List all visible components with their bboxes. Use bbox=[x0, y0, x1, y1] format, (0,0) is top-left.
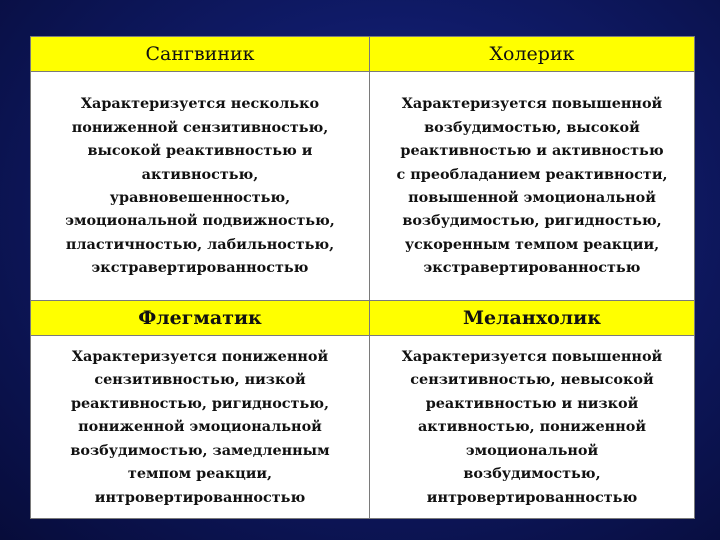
description-line: Характеризуется пониженной bbox=[71, 348, 329, 366]
description-line: ускоренным темпом реакции, bbox=[404, 235, 660, 253]
description-line: экстравертированностью bbox=[91, 259, 309, 277]
description-line: повышенной эмоциональной bbox=[408, 189, 656, 206]
description-line: Характеризуется повышенной bbox=[401, 95, 663, 113]
description-line: сензитивностью, низкой bbox=[94, 371, 306, 389]
description-line: пониженной эмоциональной bbox=[78, 418, 322, 436]
header-choleric: Холерик bbox=[370, 37, 695, 72]
header-sanguine: Сангвиник bbox=[31, 37, 370, 72]
description-line: эмоциональной bbox=[465, 441, 599, 459]
description-line: возбудимостью, ригидностью, bbox=[402, 212, 662, 230]
header-row bbox=[31, 37, 695, 72]
description-line: реактивностью и низкой bbox=[425, 394, 639, 412]
description-melancholic bbox=[370, 336, 695, 519]
description-choleric bbox=[370, 72, 695, 301]
body-row bbox=[31, 72, 695, 301]
description-line: эмоциональной подвижностью, bbox=[65, 212, 335, 230]
description-line: реактивностью, ригидностью, bbox=[70, 394, 330, 412]
description-line: пониженной сензитивностью, bbox=[71, 118, 329, 136]
description-phlegmatic bbox=[31, 336, 370, 519]
description-line: пластичностью, лабильностью, bbox=[65, 235, 335, 253]
description-line: реактивностью и активностью bbox=[400, 142, 664, 160]
description-line: темпом реакции, bbox=[127, 465, 273, 483]
description-line: уравновешенностью, bbox=[109, 189, 291, 206]
header-melancholic: Меланхолик bbox=[370, 301, 695, 336]
header-row bbox=[31, 301, 695, 336]
description-sanguine bbox=[31, 72, 370, 301]
description-line: с преобладанием реактивности, bbox=[396, 165, 668, 183]
description-line: высокой реактивностью и bbox=[87, 142, 313, 160]
description-line: возбудимостью, bbox=[463, 465, 601, 483]
description-line: возбудимостью, высокой bbox=[424, 118, 640, 136]
description-line: сензитивностью, невысокой bbox=[410, 371, 654, 389]
description-line: Характеризуется несколько bbox=[80, 95, 320, 113]
temperament-table bbox=[30, 36, 695, 519]
header-phlegmatic: Флегматик bbox=[31, 301, 370, 336]
body-row bbox=[31, 336, 695, 519]
description-line: Характеризуется повышенной bbox=[401, 348, 663, 366]
description-line: экстравертированностью bbox=[423, 259, 641, 277]
description-line: возбудимостью, замедленным bbox=[70, 441, 330, 459]
description-line: активностью, пониженной bbox=[417, 418, 647, 436]
description-line: интровертированностью bbox=[94, 488, 306, 506]
description-line: активностью, bbox=[141, 165, 259, 183]
description-line: интровертированностью bbox=[426, 488, 638, 506]
